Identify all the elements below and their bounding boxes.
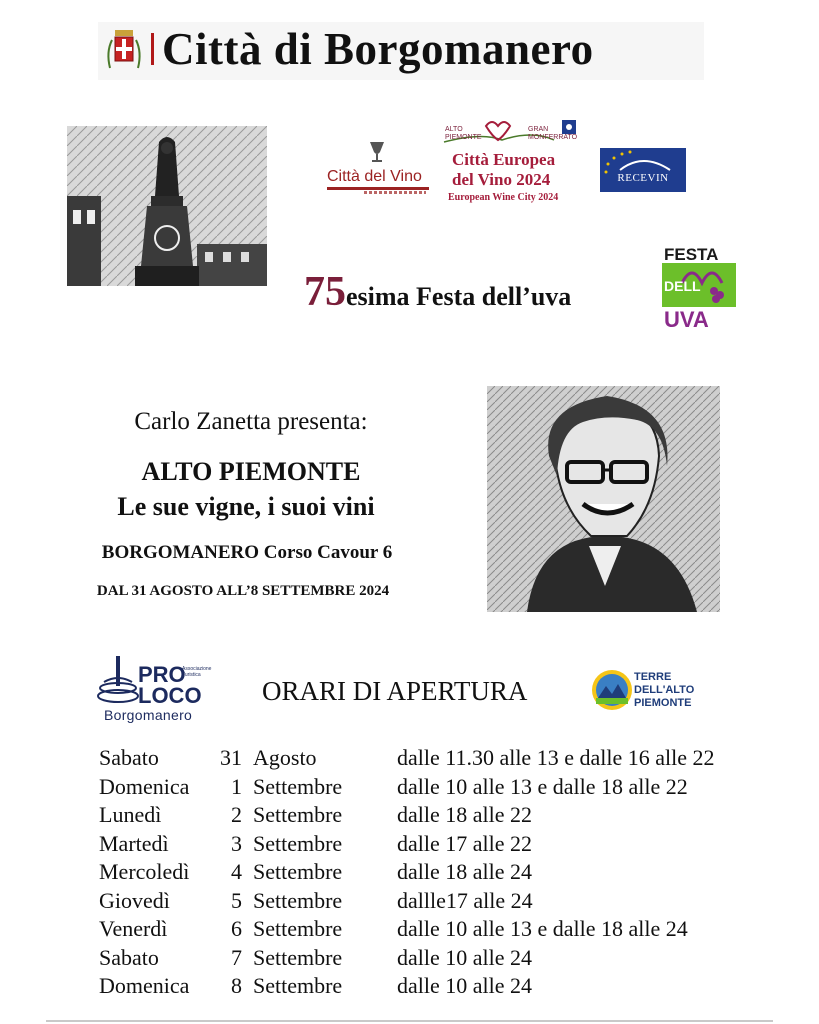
- pro-loco-pro: PRO: [138, 662, 186, 687]
- schedule-month: Settembre: [253, 773, 343, 799]
- schedule-month: Settembre: [253, 887, 343, 913]
- schedule-day: Domenica: [99, 773, 190, 799]
- schedule-hours: dalle 11.30 alle 13 e dalle 16 alle 22: [397, 745, 715, 770]
- schedule-day: Mercoledì: [99, 859, 190, 884]
- event-subtitle: Le sue vigne, i suoi vini: [117, 492, 375, 521]
- schedule-row: [0, 831, 819, 859]
- festa-uva-icon: [658, 243, 742, 330]
- event-dates: DAL 31 AGOSTO ALL’8 SETTEMBRE 2024: [96, 583, 390, 599]
- schedule-hours: dalle 10 alle 13 e dalle 18 alle 24: [397, 916, 688, 941]
- pro-loco-logo: [96, 652, 226, 724]
- wine-glass-icon: [366, 140, 388, 164]
- pro-loco-assoc: Associazione Turistica: [182, 666, 212, 678]
- schedule-hours: dalle 10 alle 13 e dalle 18 alle 22: [397, 773, 688, 799]
- schedule-hours: dalle 18 alle 24: [397, 859, 533, 884]
- schedule-date: 31: [220, 745, 242, 770]
- schedule-date: 4: [231, 859, 242, 884]
- stars-icon: [600, 148, 686, 192]
- schedule-month: Settembre: [253, 973, 343, 998]
- festa-number: 75: [304, 269, 346, 315]
- event-title: ALTO PIEMONTE: [141, 457, 361, 486]
- schedule-day: Sabato: [99, 944, 159, 970]
- pro-loco-town: Borgomanero: [104, 707, 193, 723]
- schedule-date: 1: [231, 773, 242, 799]
- dell-word: DELL: [664, 278, 701, 294]
- page-title: Città di Borgomanero: [162, 24, 594, 74]
- schedule-date: 8: [231, 973, 242, 998]
- schedule-day: Martedì: [99, 830, 169, 856]
- schedule-month: Settembre: [253, 944, 343, 970]
- recevin-label: RECEVIN: [617, 172, 669, 184]
- citta-del-vino-label: Città del Vino: [327, 168, 422, 185]
- event-address: BORGOMANERO Corso Cavour 6: [101, 542, 393, 563]
- schedule-date: 5: [231, 887, 242, 913]
- schedule-date: 7: [231, 944, 242, 970]
- schedule-row: [0, 888, 819, 916]
- ewc-line-3: European Wine City 2024: [448, 192, 559, 203]
- schedule-month: Agosto: [253, 745, 317, 770]
- town-crest-icon: [104, 28, 144, 72]
- schedule-hours: dalle 18 alle 22: [397, 802, 533, 827]
- festa-word: FESTA: [664, 245, 719, 264]
- schedule-row: [0, 774, 819, 802]
- festa-title: [304, 268, 571, 325]
- pro-loco-loco: LOCO: [138, 683, 202, 708]
- schedule-month: Settembre: [253, 859, 343, 884]
- schedule-day: Giovedì: [99, 887, 170, 913]
- festa-uva-logo: [658, 243, 742, 330]
- bottom-rule: [46, 1020, 773, 1022]
- terre-circle-icon: [590, 668, 634, 714]
- fountain-icon: [96, 652, 140, 708]
- schedule-heading: ORARI DI APERTURA: [262, 676, 528, 706]
- schedule-day: Venerdì: [99, 916, 168, 941]
- schedule-hours: dalle 17 alle 22: [397, 830, 533, 856]
- schedule-hours: dalle 10 alle 24: [397, 973, 533, 998]
- schedule-row: [0, 859, 819, 887]
- schedule-month: Settembre: [253, 802, 343, 827]
- schedule-row: [0, 973, 819, 1001]
- schedule-day: Sabato: [99, 745, 159, 770]
- schedule-month: Settembre: [253, 830, 343, 856]
- schedule-date: 6: [231, 916, 242, 941]
- header-divider: [151, 33, 154, 65]
- schedule-hours: dallle17 alle 24: [397, 887, 533, 913]
- gran-monferrato-mini: GRAN MONFERRATO: [528, 126, 578, 141]
- schedule-row: [0, 745, 819, 773]
- european-wine-city-logo: [442, 118, 578, 214]
- schedule-date: 3: [231, 830, 242, 856]
- citta-del-vino-logo: [324, 140, 432, 198]
- statue-photo: [67, 126, 267, 286]
- portrait-photo: [487, 386, 720, 612]
- schedule-row: [0, 916, 819, 944]
- ewc-line-2: del Vino 2024: [452, 170, 551, 189]
- schedule-day: Domenica: [99, 973, 190, 998]
- presenter-line: Carlo Zanetta presenta:: [134, 408, 368, 435]
- terre-label: TERRE DELL'ALTO PIEMONTE: [634, 671, 695, 709]
- schedule-row: [0, 802, 819, 830]
- citta-del-vino-subline: [364, 191, 426, 194]
- ewc-line-1: Città Europea: [452, 150, 556, 169]
- schedule-date: 2: [231, 802, 242, 827]
- terre-alto-piemonte-logo: [590, 668, 725, 714]
- schedule-row: [0, 945, 819, 973]
- schedule-hours: dalle 10 alle 24: [397, 944, 533, 970]
- festa-text: esima Festa dell’uva: [346, 282, 572, 311]
- schedule-month: Settembre: [253, 916, 343, 941]
- alto-piemonte-mini: ALTO PIEMONTE: [445, 126, 482, 141]
- citta-del-vino-rule: [327, 187, 429, 190]
- schedule-day: Lunedì: [99, 802, 162, 827]
- uva-word: UVA: [664, 307, 709, 330]
- recevin-logo: [600, 148, 686, 192]
